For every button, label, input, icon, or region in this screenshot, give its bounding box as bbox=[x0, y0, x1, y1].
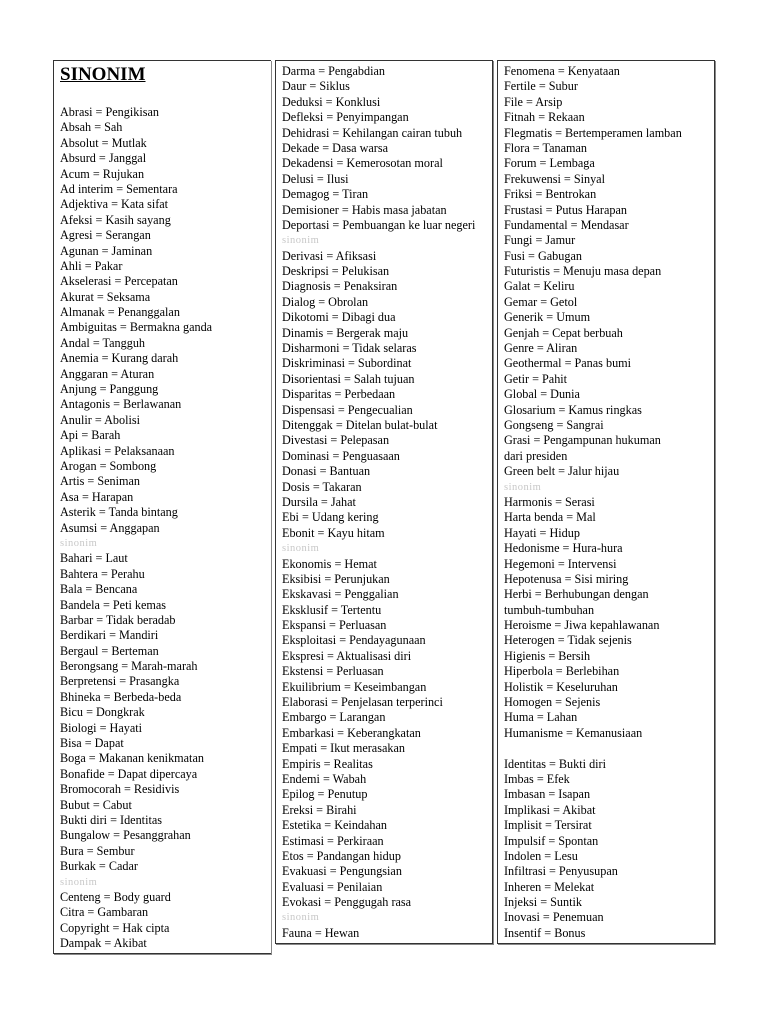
list-item: Bungalow = Pesanggrahan bbox=[60, 828, 191, 843]
list-item: Api = Barah bbox=[60, 428, 121, 443]
list-item: Anulir = Abolisi bbox=[60, 412, 141, 427]
list-item: Ekstensi = Perluasan bbox=[282, 664, 384, 679]
list-item: Flora = Tanaman bbox=[504, 140, 587, 155]
list-item: Ekspresi = Aktualisasi diri bbox=[282, 648, 412, 663]
list-item: Genjah = Cepat berbuah bbox=[504, 325, 623, 340]
list-item: Asumsi = Anggapan bbox=[60, 520, 160, 535]
list-item: Injeksi = Suntik bbox=[504, 895, 582, 910]
list-item: Getir = Pahit bbox=[504, 371, 568, 386]
list-item: tumbuh-tumbuhan bbox=[504, 602, 595, 617]
list-item: Akselerasi = Percepatan bbox=[60, 274, 178, 289]
list-item: Fauna = Hewan bbox=[282, 925, 360, 940]
list-item: Diskriminasi = Subordinat bbox=[282, 356, 412, 371]
entry-list-2 bbox=[276, 61, 492, 941]
list-item: Imbasan = Isapan bbox=[504, 787, 591, 802]
list-item: Bicu = Dongkrak bbox=[60, 705, 145, 720]
list-item: Estetika = Keindahan bbox=[282, 818, 388, 833]
list-item: Generik = Umum bbox=[504, 310, 591, 325]
list-item: Darma = Pengabdian bbox=[282, 64, 385, 78]
list-item: Asterik = Tanda bintang bbox=[60, 505, 178, 520]
list-item: Bandela = Peti kemas bbox=[60, 597, 167, 612]
list-item: Defleksi = Penyimpangan bbox=[282, 110, 409, 125]
list-item: Andal = Tangguh bbox=[60, 335, 146, 350]
list-item: Burkak = Cadar bbox=[60, 859, 138, 874]
list-item: Demagog = Tiran bbox=[282, 187, 369, 202]
list-item: Fundamental = Mendasar bbox=[504, 217, 629, 232]
list-item: Friksi = Bentrokan bbox=[504, 187, 597, 202]
list-item: Imbas = Efek bbox=[504, 771, 570, 786]
list-item: Evakuasi = Pengungsian bbox=[282, 864, 402, 879]
list-item: Fitnah = Rekaan bbox=[504, 110, 585, 125]
list-item: Diagnosis = Penaksiran bbox=[282, 279, 398, 294]
list-item: Deportasi = Pembuangan ke luar negeri bbox=[282, 217, 476, 232]
entry-list-1 bbox=[54, 105, 271, 951]
list-item: Epilog = Penutup bbox=[282, 787, 368, 802]
list-item: Disorientasi = Salah tujuan bbox=[282, 371, 415, 386]
list-item: Dekade = Dasa warsa bbox=[282, 140, 389, 155]
list-item: Ekskavasi = Penggalian bbox=[282, 587, 399, 602]
list-item: Donasi = Bantuan bbox=[282, 464, 371, 479]
list-item: Biologi = Hayati bbox=[60, 720, 143, 735]
list-item: Deduksi = Konklusi bbox=[282, 94, 381, 109]
list-item: Ekspansi = Perluasan bbox=[282, 618, 387, 633]
list-item: Eksibisi = Perunjukan bbox=[282, 571, 390, 586]
list-item: Endemi = Wabah bbox=[282, 771, 367, 786]
watermark-divider: sinonim bbox=[504, 481, 542, 493]
list-item: Adjektiva = Kata sifat bbox=[60, 197, 169, 212]
list-item: Berpretensi = Prasangka bbox=[60, 674, 180, 689]
list-item: Harta benda = Mal bbox=[504, 510, 596, 525]
list-item: File = Arsip bbox=[504, 94, 563, 109]
page-title: SINONIM bbox=[60, 64, 146, 85]
list-item: Anemia = Kurang darah bbox=[60, 351, 179, 366]
list-item: Ereksi = Birahi bbox=[282, 802, 357, 817]
list-item: Bura = Sembur bbox=[60, 843, 135, 858]
list-item: Indolen = Lesu bbox=[504, 848, 578, 863]
list-item: Akurat = Seksama bbox=[60, 289, 151, 304]
list-item: Hiperbola = Berlebihan bbox=[504, 664, 620, 679]
list-item: Bergaul = Berteman bbox=[60, 643, 159, 658]
list-item: Holistik = Keseluruhan bbox=[504, 679, 618, 694]
list-item: Glosarium = Kamus ringkas bbox=[504, 402, 642, 417]
list-item: Dispensasi = Pengecualian bbox=[282, 402, 413, 417]
list-item: Hedonisme = Hura-hura bbox=[504, 541, 623, 556]
list-item: Hayati = Hidup bbox=[504, 525, 580, 540]
list-item: Boga = Makanan kenikmatan bbox=[60, 751, 204, 766]
list-item: Evaluasi = Penilaian bbox=[282, 879, 383, 894]
list-item: Bhineka = Berbeda-beda bbox=[60, 689, 182, 704]
watermark-divider: sinonim bbox=[282, 912, 320, 924]
list-item: Dinamis = Bergerak maju bbox=[282, 325, 409, 340]
list-item: Bala = Bencana bbox=[60, 582, 138, 597]
list-item: Huma = Lahan bbox=[504, 710, 578, 725]
column-1 bbox=[53, 60, 271, 954]
list-item: Anggaran = Aturan bbox=[60, 366, 155, 381]
list-item: Bisa = Dapat bbox=[60, 736, 124, 751]
list-item: Green belt = Jalur hijau bbox=[504, 464, 620, 479]
list-item: Artis = Seniman bbox=[60, 474, 140, 489]
list-item: Heterogen = Tidak sejenis bbox=[504, 633, 632, 648]
list-item: Ad interim = Sementara bbox=[60, 181, 178, 196]
list-item: Homogen = Sejenis bbox=[504, 695, 601, 710]
list-item: Flegmatis = Bertemperamen lamban bbox=[504, 125, 682, 140]
column-3 bbox=[497, 60, 715, 944]
list-item: Ebi = Udang kering bbox=[282, 510, 379, 525]
list-item: Ditenggak = Ditelan bulat-bulat bbox=[282, 417, 438, 432]
list-item: Ekuilibrium = Keseimbangan bbox=[282, 679, 427, 694]
list-item: Infiltrasi = Penyusupan bbox=[504, 864, 618, 879]
list-item: Dikotomi = Dibagi dua bbox=[282, 310, 396, 325]
column-2 bbox=[275, 60, 493, 944]
list-item: Bonafide = Dapat dipercaya bbox=[60, 766, 198, 781]
list-item: Humanisme = Kemanusiaan bbox=[504, 725, 643, 740]
list-item: Forum = Lembaga bbox=[504, 156, 595, 171]
list-item: Agunan = Jaminan bbox=[60, 243, 153, 258]
list-item: Inovasi = Penemuan bbox=[504, 910, 604, 925]
list-item: Ekonomis = Hemat bbox=[282, 556, 377, 571]
list-item: Centeng = Body guard bbox=[60, 889, 171, 904]
list-item: Frekuwensi = Sinyal bbox=[504, 171, 605, 186]
list-item: Hegemoni = Intervensi bbox=[504, 556, 617, 571]
list-item: Derivasi = Afiksasi bbox=[282, 248, 377, 263]
list-item: Inheren = Melekat bbox=[504, 879, 595, 894]
list-item: Antagonis = Berlawanan bbox=[60, 397, 182, 412]
list-item bbox=[504, 741, 714, 756]
list-item: Dehidrasi = Kehilangan cairan tubuh bbox=[282, 125, 463, 140]
list-item: Anjung = Panggung bbox=[60, 382, 159, 397]
list-item: Gemar = Getol bbox=[504, 294, 578, 309]
list-item: Citra = Gambaran bbox=[60, 905, 149, 920]
list-item: Almanak = Penanggalan bbox=[60, 305, 180, 320]
list-item: Eksploitasi = Pendayagunaan bbox=[282, 633, 426, 648]
list-item: Impulsif = Spontan bbox=[504, 833, 599, 848]
list-item: Ebonit = Kayu hitam bbox=[282, 525, 385, 540]
list-item: Berongsang = Marah-marah bbox=[60, 659, 198, 674]
list-item: Barbar = Tidak beradab bbox=[60, 612, 176, 627]
list-item: Disparitas = Perbedaan bbox=[282, 387, 396, 402]
list-item: Arogan = Sombong bbox=[60, 458, 157, 473]
list-item: Asa = Harapan bbox=[60, 489, 134, 504]
list-item: Ambiguitas = Bermakna ganda bbox=[60, 320, 213, 335]
list-item: Dampak = Akibat bbox=[60, 936, 147, 951]
list-item: Identitas = Bukti diri bbox=[504, 756, 606, 771]
list-item: Bukti diri = Identitas bbox=[60, 812, 162, 827]
list-item: Fertile = Subur bbox=[504, 79, 578, 94]
list-item: Grasi = Pengampunan hukuman bbox=[504, 433, 661, 448]
watermark-divider: sinonim bbox=[282, 235, 320, 247]
watermark-divider: sinonim bbox=[60, 876, 98, 888]
list-item: Harmonis = Serasi bbox=[504, 494, 595, 509]
list-item: Agresi = Serangan bbox=[60, 228, 151, 243]
list-item: Fenomena = Kenyataan bbox=[504, 64, 620, 78]
list-item: Deskripsi = Pelukisan bbox=[282, 264, 390, 279]
list-item: Eksklusif = Tertentu bbox=[282, 602, 382, 617]
list-item: Bahari = Laut bbox=[60, 551, 128, 566]
list-item: Empati = Ikut merasakan bbox=[282, 741, 405, 756]
list-item: Evokasi = Penggugah rasa bbox=[282, 895, 412, 910]
list-item: Copyright = Hak cipta bbox=[60, 920, 170, 935]
list-item: Implisit = Tersirat bbox=[504, 818, 592, 833]
list-item: Dialog = Obrolan bbox=[282, 294, 369, 309]
list-item: Divestasi = Pelepasan bbox=[282, 433, 390, 448]
list-item: Geothermal = Panas bumi bbox=[504, 356, 632, 371]
list-item: Heroisme = Jiwa kepahlawanan bbox=[504, 618, 660, 633]
list-item: Absurd = Janggal bbox=[60, 151, 147, 166]
watermark-divider: sinonim bbox=[60, 537, 98, 549]
list-item: Elaborasi = Penjelasan terperinci bbox=[282, 695, 443, 710]
list-item: Daur = Siklus bbox=[282, 79, 350, 94]
list-item: Ahli = Pakar bbox=[60, 258, 123, 273]
list-item: Global = Dunia bbox=[504, 387, 580, 402]
list-item: Hepotenusa = Sisi miring bbox=[504, 571, 629, 586]
list-item: Gongseng = Sangrai bbox=[504, 417, 604, 432]
list-item: Herbi = Berhubungan dengan bbox=[504, 587, 649, 602]
list-item: Genre = Aliran bbox=[504, 341, 578, 356]
list-item: Abrasi = Pengikisan bbox=[60, 105, 159, 119]
list-item: Estimasi = Perkiraan bbox=[282, 833, 384, 848]
list-item: Berdikari = Mandiri bbox=[60, 628, 159, 643]
list-item: Absah = Sah bbox=[60, 120, 123, 135]
list-item: Dekadensi = Kemerosotan moral bbox=[282, 156, 443, 171]
list-item: Delusi = Ilusi bbox=[282, 171, 349, 186]
list-item: Etos = Pandangan hidup bbox=[282, 848, 401, 863]
list-item: Fusi = Gabugan bbox=[504, 248, 582, 263]
list-item: Bahtera = Perahu bbox=[60, 566, 145, 581]
list-item: Higienis = Bersih bbox=[504, 648, 591, 663]
list-item: dari presiden bbox=[504, 448, 568, 463]
list-item: Dosis = Takaran bbox=[282, 479, 362, 494]
entry-list-3 bbox=[498, 61, 714, 941]
list-item: Bromocorah = Residivis bbox=[60, 782, 180, 797]
list-item: Afeksi = Kasih sayang bbox=[60, 212, 171, 227]
list-item: Frustasi = Putus Harapan bbox=[504, 202, 627, 217]
list-item: Galat = Keliru bbox=[504, 279, 575, 294]
list-item: Insentif = Bonus bbox=[504, 925, 586, 940]
list-item: Demisioner = Habis masa jabatan bbox=[282, 202, 447, 217]
list-item: Disharmoni = Tidak selaras bbox=[282, 341, 417, 356]
list-item: Acum = Rujukan bbox=[60, 166, 145, 181]
list-item: Dominasi = Penguasaan bbox=[282, 448, 400, 463]
list-item: Aplikasi = Pelaksanaan bbox=[60, 443, 175, 458]
watermark-divider: sinonim bbox=[282, 543, 320, 555]
list-item: Empiris = Realitas bbox=[282, 756, 373, 771]
list-item: Fungi = Jamur bbox=[504, 233, 576, 248]
list-item: Bubut = Cabut bbox=[60, 797, 132, 812]
list-item: Embarkasi = Keberangkatan bbox=[282, 725, 421, 740]
list-item: Embargo = Larangan bbox=[282, 710, 386, 725]
list-item: Dursila = Jahat bbox=[282, 494, 356, 509]
list-item: Implikasi = Akibat bbox=[504, 802, 596, 817]
list-item: Absolut = Mutlak bbox=[60, 135, 147, 150]
list-item: Futuristis = Menuju masa depan bbox=[504, 264, 662, 279]
